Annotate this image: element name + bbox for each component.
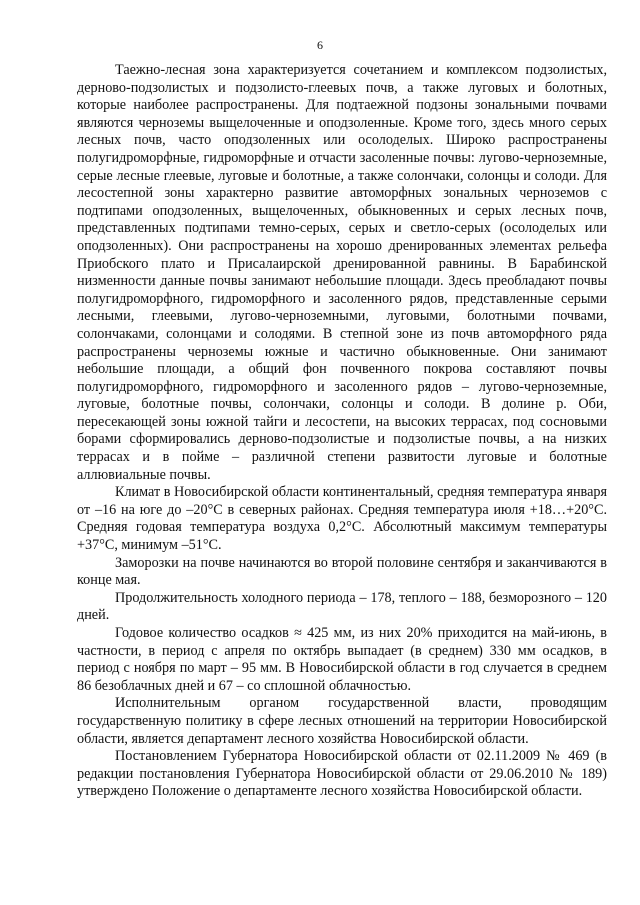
page-number: 6 bbox=[317, 38, 323, 52]
paragraph-climate: Климат в Новосибирской области континентальный, средняя температура января от –16 на юге до –20°С в северных районах. Средняя температура июля +18…+20°С. Средняя годовая температура воздуха 0,2°С. Абсолютный максимум температуры +37°С, минимум –51°С. bbox=[77, 484, 607, 554]
document-body bbox=[77, 62, 607, 801]
paragraph-executive-body: Исполнительным органом государственной власти, проводящим государственную политику в сфере лесных отношений на территории Новосибирской области, является департамент лесного хозяйства Новосибирской области. bbox=[77, 695, 607, 747]
paragraph-precipitation: Годовое количество осадков ≈ 425 мм, из них 20% приходится на май-июнь, в частности, в период с апреля по октябрь выпадает (в среднем) 330 мм осадков, в период с ноября по март – 95 мм. В Новосибирской области в год случается в среднем 86 безоблачных дней и 67 – со сплошной облачностью. bbox=[77, 625, 607, 694]
paragraph-resolution: Постановлением Губернатора Новосибирской области от 02.11.2009 № 469 (в редакции постановления Губернатора Новосибирской области от 29.06.2010 № 189) утверждено Положение о департаменте лесного хозяйства Новосибирской области. bbox=[77, 748, 607, 800]
paragraph-frost: Заморозки на почве начинаются во второй половине сентября и заканчиваются в конце мая. bbox=[77, 554, 607, 589]
paragraph-soils: Таежно-лесная зона характеризуется сочетанием и комплексом подзолистых, дерново-подзолистых и подзолисто-глеевых почв, а также луговых и болотных, которые наиболее распространены. Для подтаежной подзоны зональными почвами являются черноземы выщелоченные и оподзоленные. Кроме того, здесь много серых лесных почв, часто оподзоленных или осолоделых. Широко распространены полугидроморфные, гидроморфные и отчасти засоленные почвы: лугово-черноземные, серые лесные глеевые, луговые и болотные, а также солончаки, солонцы и солоди. Для лесостепной зоны характерно развитие автоморфных зональных черноземов с подтипами оподзоленных, выщелоченных, обыкновенных и серых лесных почв, представленных подтипами темно-серых, серых и светло-серых (осолоделых или оподзоленных). Они распространены на хорошо дренированных элементах рельефа Приобского плато и Присалаирской дренированной равнины. В Барабинской низменности данные почвы занимают небольшие площади. Здесь преобладают почвы полугидроморфного, гидроморфного и засоленного рядов, представленные серыми лесными, глеевыми, лугово-черноземными, луговыми, болотными почвами, солончаками, солонцами и солодями. В степной зоне из почв автоморфного ряда распространены черноземы южные и частично обыкновенные. Они занимают небольшие площади, а общий фон почвенного покрова составляют почвы полугидроморфного, гидроморфного и засоленного рядов – лугово-черноземные, луговые, болотные почвы, солончаки, солонцы и солоди. В долине р. Оби, пересекающей зоны южной тайги и лесостепи, на высоких террасах, под сосновыми борами сформировались дерново-подзолистые и подзолистые почвы, а на низких террасах и в пойме – различной степени развитости луговые и болотные аллювиальные почвы. bbox=[77, 62, 607, 483]
paragraph-periods: Продолжительность холодного периода – 178, теплого – 188, безморозного – 120 дней. bbox=[77, 589, 607, 624]
